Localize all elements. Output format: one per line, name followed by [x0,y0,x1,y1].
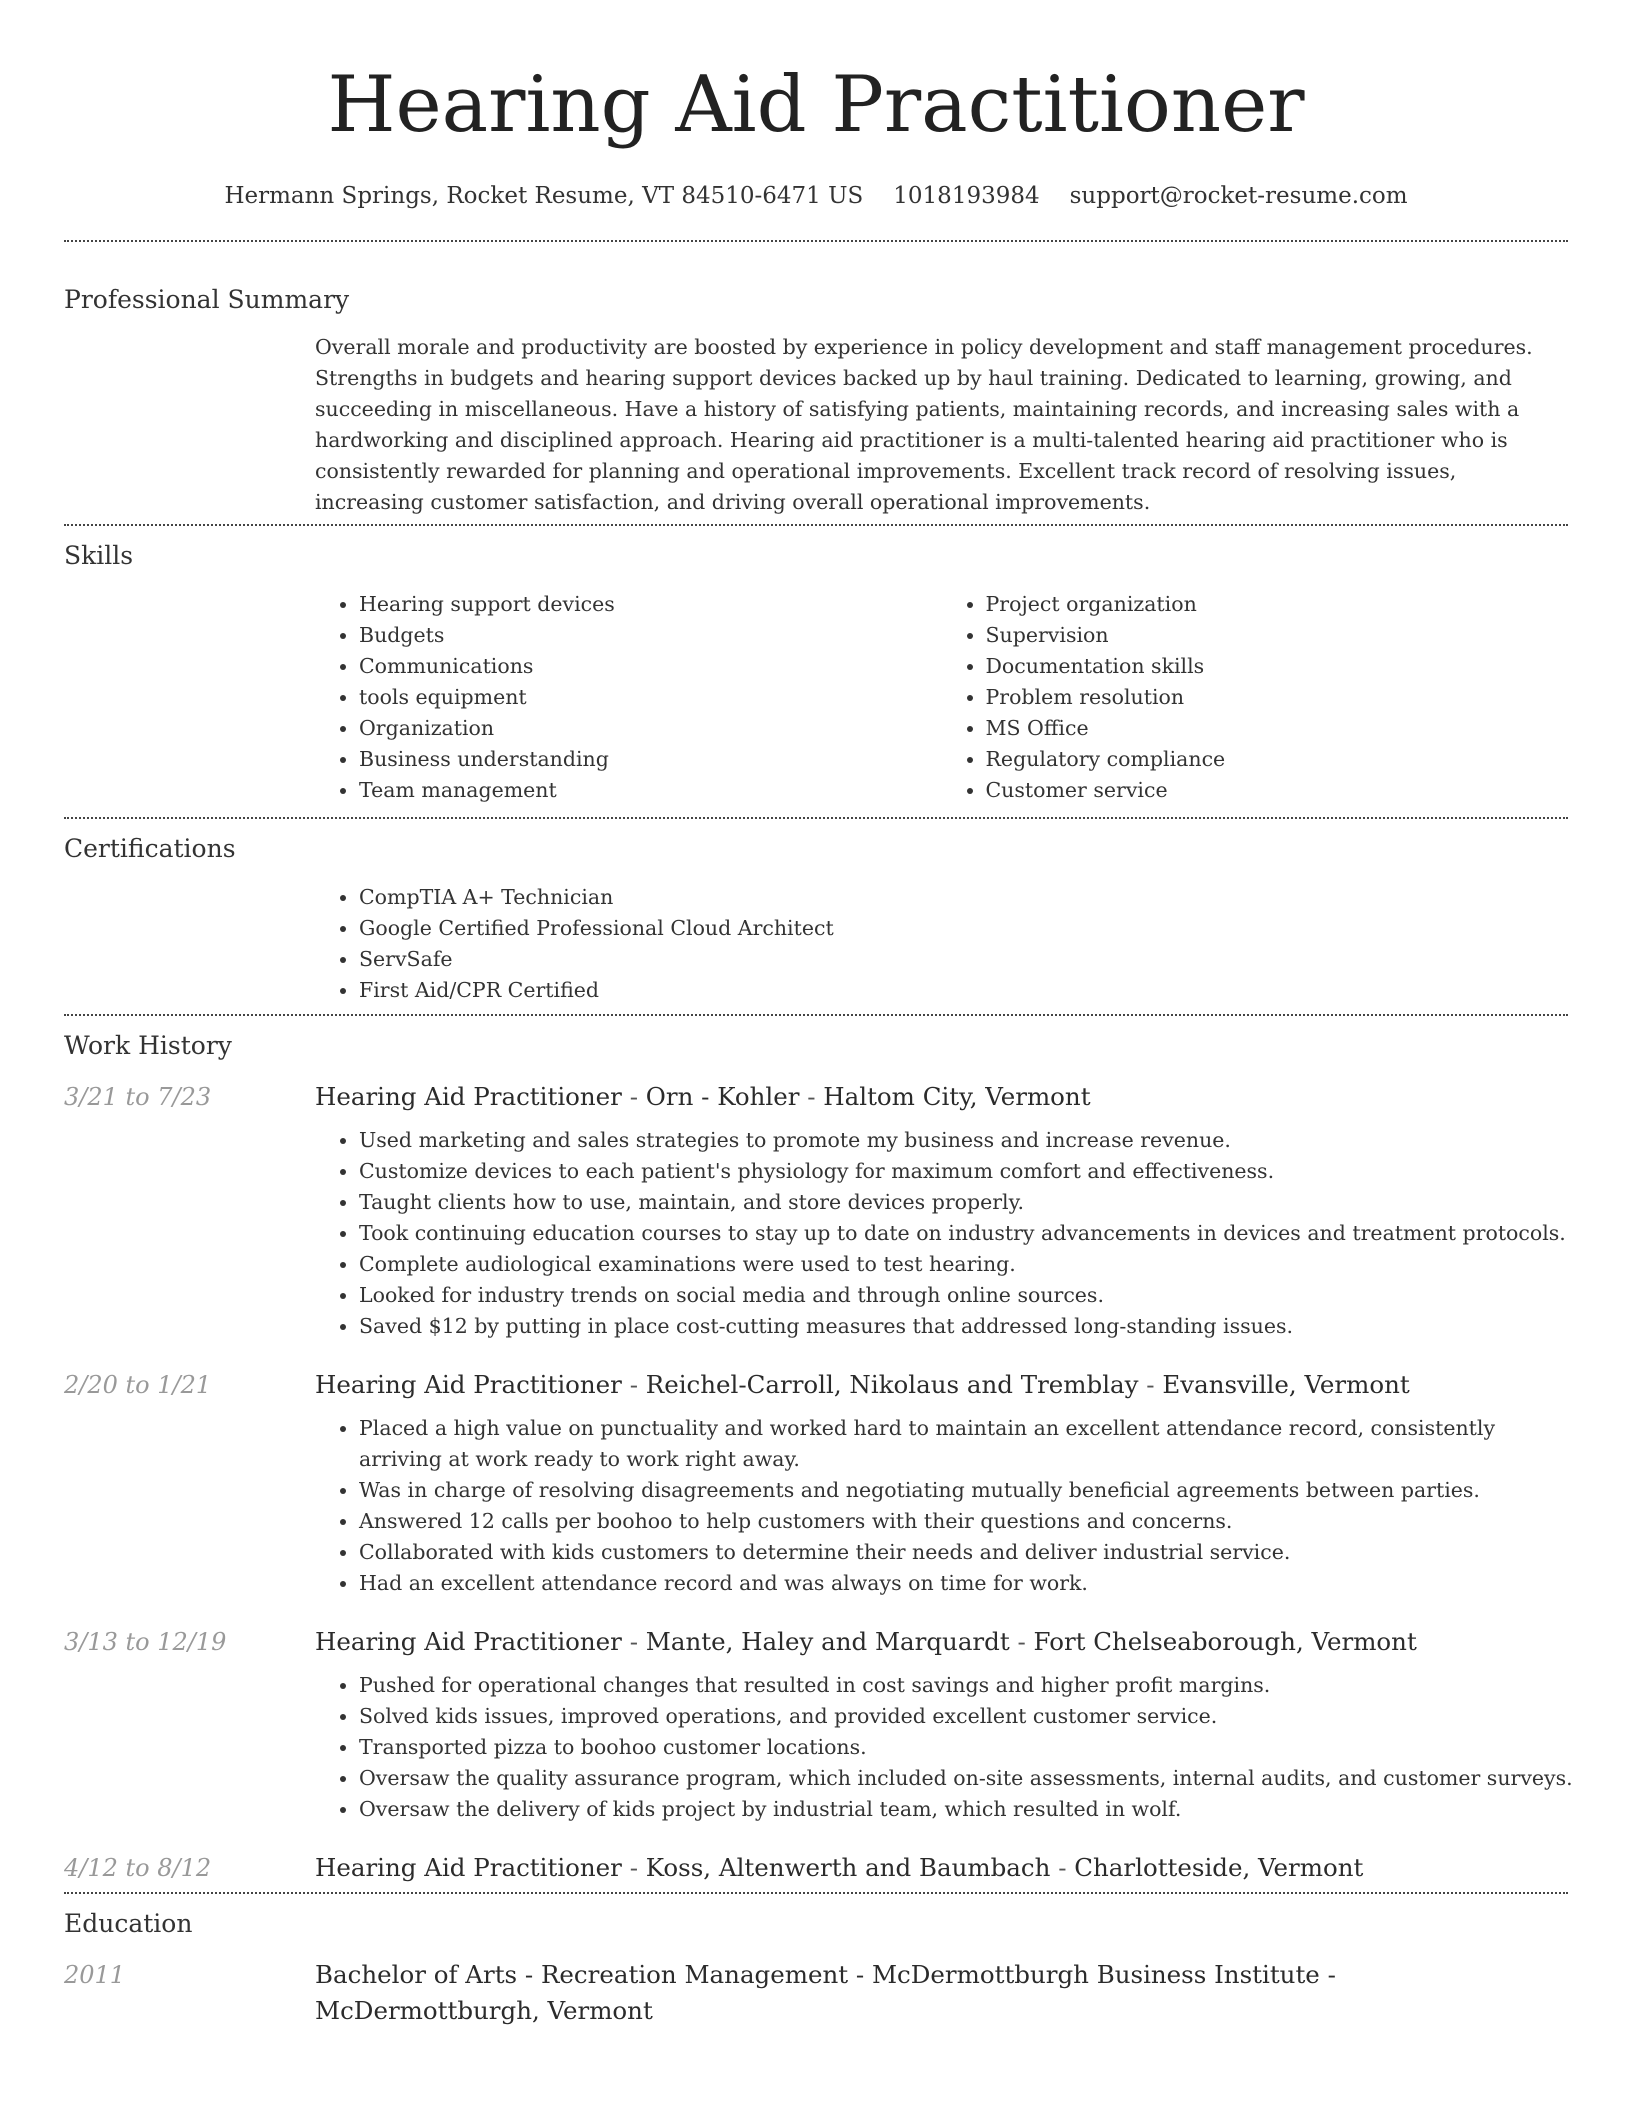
job-company: Orn - Kohler [645,1082,800,1111]
job-role: Hearing Aid Practitioner [315,1853,622,1882]
contact-phone: 1018193984 [893,183,1040,209]
education-section [64,1894,1568,2029]
job-location: Evansville, Vermont [1162,1370,1410,1399]
skill-item: • Team management [359,775,942,806]
job-title: Hearing Aid Practitioner - Orn - Kohler - Haltom City, Vermont [315,1082,1091,1111]
certification-item: • First Aid/CPR Certified [359,975,1568,1006]
skills-grid [315,589,1568,806]
skills-list-right [942,589,1569,806]
job-bullet: • Used marketing and sales strategies to promote my business and increase revenue. [359,1125,1568,1156]
job-bullet: • Placed a high value on punctuality and worked hard to maintain an excellent attendance record, consistently arriving at work ready to work right away. [359,1413,1568,1475]
job-company: Mante, Haley and Marquardt [645,1627,1010,1656]
job-entry [64,1624,1573,1825]
education-location: McDermottburgh, Vermont [315,1996,653,2025]
certifications-section [64,819,1568,1014]
skill-item: • Problem resolution [986,682,1569,713]
skill-item: • Business understanding [359,744,942,775]
job-bullet: • Oversaw the delivery of kids project by industrial team, which resulted in wolf. [359,1794,1573,1825]
education-title: Bachelor of Arts - Recreation Management - McDermottburgh Business Institute - McDermottburgh, Vermont [315,1960,1336,2025]
skill-item: • Communications [359,651,942,682]
professional-summary-section [64,242,1568,524]
job-dates: 3/13 to 12/19 [64,1628,227,1656]
education-entry [64,1957,1568,2029]
contact-line [64,176,1568,216]
skill-item: • Documentation skills [986,651,1569,682]
section-title-education: Education [64,1909,193,1938]
work-history-section [64,1016,1573,1892]
job-bullet: • Customize devices to each patient's physiology for maximum comfort and effectiveness. [359,1156,1568,1187]
contact-email: support@rocket-resume.com [1069,183,1408,209]
job-bullet: • Pushed for operational changes that resulted in cost savings and higher profit margins. [359,1670,1573,1701]
education-degree: Bachelor of Arts [315,1960,518,1989]
job-entry [64,1079,1568,1342]
job-bullet: • Had an excellent attendance record and was always on time for work. [359,1568,1568,1599]
education-year: 2011 [64,1961,126,1989]
job-role: Hearing Aid Practitioner [315,1082,622,1111]
job-body [315,1367,1568,1599]
job-body [315,1850,1568,1886]
skills-section [64,526,1568,817]
section-title-skills: Skills [64,541,134,570]
certification-item: • ServSafe [359,944,1568,975]
job-bullet: • Transported pizza to boohoo customer locations. [359,1732,1573,1763]
section-title-work: Work History [64,1031,232,1060]
skill-item: • tools equipment [359,682,942,713]
job-bullet: • Oversaw the quality assurance program, which included on-site assessments, internal audits, and customer surveys. [359,1763,1573,1794]
job-bullet: • Saved $12 by putting in place cost-cutting measures that addressed long-standing issues. [359,1311,1568,1342]
job-title: Hearing Aid Practitioner - Koss, Altenwerth and Baumbach - Charlotteside, Vermont [315,1853,1364,1882]
contact-address: Hermann Springs, Rocket Resume, VT 84510-6471 US [224,183,864,209]
job-location: Haltom City, Vermont [823,1082,1091,1111]
skill-item: • Customer service [986,775,1569,806]
job-bullet: • Complete audiological examinations were used to test hearing. [359,1249,1568,1280]
job-company: Koss, Altenwerth and Baumbach [645,1853,1051,1882]
skill-item: • Supervision [986,620,1569,651]
job-bullets [315,1413,1568,1599]
job-bullet: • Taught clients how to use, maintain, and store devices properly. [359,1187,1568,1218]
skill-item: • Regulatory compliance [986,744,1569,775]
certification-item: • CompTIA A+ Technician [359,882,1568,913]
resume-name: Hearing Aid Practitioner [327,60,1305,150]
skill-item: • Hearing support devices [359,589,942,620]
job-company: Reichel-Carroll, Nikolaus and Tremblay [645,1370,1139,1399]
job-bullets [315,1125,1568,1342]
job-role: Hearing Aid Practitioner [315,1627,622,1656]
certification-item: • Google Certified Professional Cloud Architect [359,913,1568,944]
resume-page [64,0,1573,2029]
education-field: Recreation Management [540,1960,849,1989]
certifications-list [315,882,1568,1006]
job-bullet: • Was in charge of resolving disagreements and negotiating mutually beneficial agreements between parties. [359,1475,1568,1506]
job-entry [64,1850,1568,1886]
job-dates: 2/20 to 1/21 [64,1371,212,1399]
skill-item: • Project organization [986,589,1569,620]
job-dates: 3/21 to 7/23 [64,1083,212,1111]
summary-text: Overall morale and productivity are boosted by experience in policy development and staff management procedures. Strengths in budgets and hearing support devices backed up by haul training. Dedicated to learning, growing, and succeeding in miscellaneous. Have a history of satisfying patients, maintaining records, and increasing sales with a hardworking and disciplined approach. Hearing aid practitioner is a multi-talented hearing aid practitioner who is consistently rewarded for planning and operational improvements. Excellent track record of resolving issues, increasing customer satisfaction, and driving overall operational improvements. [315,335,1533,514]
job-bullet: • Answered 12 calls per boohoo to help customers with their questions and concerns. [359,1506,1568,1537]
job-dates: 4/12 to 8/12 [64,1854,212,1882]
section-title-certifications: Certifications [64,834,236,863]
skill-item: • MS Office [986,713,1569,744]
job-bullet: • Looked for industry trends on social media and through online sources. [359,1280,1568,1311]
education-body [315,1957,1568,2029]
skills-list-left [315,589,942,806]
job-bullet: • Solved kids issues, improved operations, and provided excellent customer service. [359,1701,1573,1732]
education-school: McDermottburgh Business Institute [871,1960,1320,1989]
job-body [315,1079,1568,1342]
job-entry [64,1367,1568,1599]
job-bullet: • Took continuing education courses to stay up to date on industry advancements in devices and treatment protocols. [359,1218,1568,1249]
job-location: Fort Chelseaborough, Vermont [1033,1627,1417,1656]
skill-item: • Budgets [359,620,942,651]
job-location: Charlotteside, Vermont [1074,1853,1364,1882]
job-bullet: • Collaborated with kids customers to determine their needs and deliver industrial service. [359,1537,1568,1568]
job-title: Hearing Aid Practitioner - Mante, Haley and Marquardt - Fort Chelseaborough, Vermont [315,1627,1417,1656]
job-bullets [315,1670,1573,1825]
skill-item: • Organization [359,713,942,744]
section-title-summary: Professional Summary [64,285,350,314]
job-role: Hearing Aid Practitioner [315,1370,622,1399]
job-title: Hearing Aid Practitioner - Reichel-Carroll, Nikolaus and Tremblay - Evansville, Vermont [315,1370,1410,1399]
job-body [315,1624,1573,1825]
